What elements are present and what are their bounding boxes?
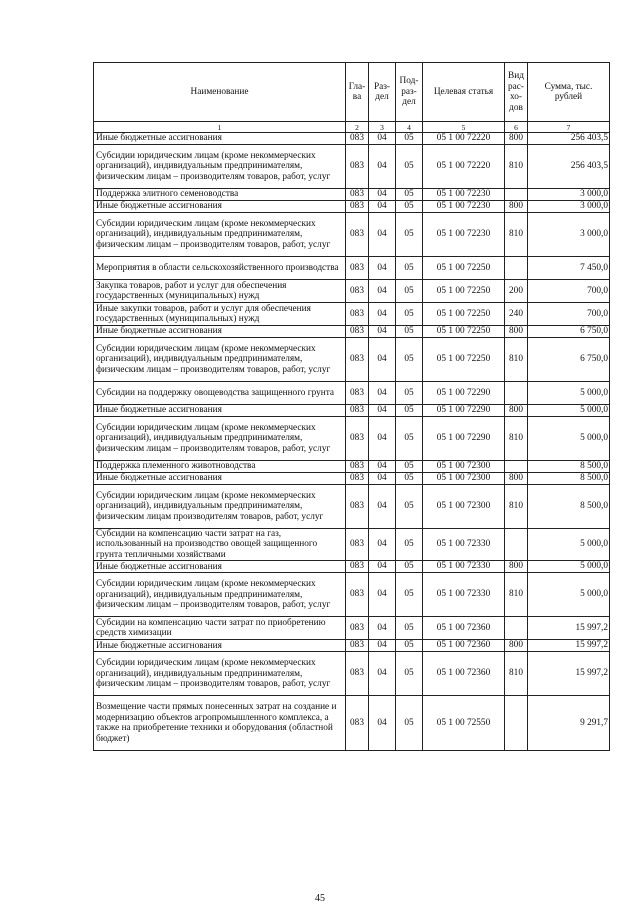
column-number: 2 <box>346 122 369 133</box>
table-row <box>94 303 610 326</box>
row-glava: 083 <box>346 382 369 405</box>
row-glava: 083 <box>346 326 369 338</box>
row-glava: 083 <box>346 405 369 417</box>
row-summa: 9 291,7 <box>528 696 610 751</box>
row-podrazdel: 05 <box>396 417 423 461</box>
table-row <box>94 201 610 213</box>
row-glava: 083 <box>346 561 369 573</box>
header-glava: Гла-ва <box>346 63 369 122</box>
table-row <box>94 696 610 751</box>
table-row <box>94 417 610 461</box>
row-name: Субсидии юридическим лицам (кроме некоммерческих организаций), индивидуальным предпринимателям, физическим лицам – производителям товаров, работ, услуг <box>94 338 346 382</box>
row-podrazdel: 05 <box>396 473 423 485</box>
row-glava: 083 <box>346 696 369 751</box>
row-name: Иные бюджетные ассигнования <box>94 473 346 485</box>
row-summa: 15 997,2 <box>528 617 610 640</box>
row-name: Субсидии на компенсацию части затрат на газ, использованный на производство овощей защищенного грунта тепличными хозяйствами <box>94 529 346 561</box>
row-podrazdel: 05 <box>396 326 423 338</box>
row-vid: 810 <box>505 338 528 382</box>
row-razdel: 04 <box>369 417 396 461</box>
row-glava: 083 <box>346 417 369 461</box>
table-row <box>94 617 610 640</box>
row-statya: 05 1 00 72250 <box>423 303 505 326</box>
row-razdel: 04 <box>369 617 396 640</box>
row-statya: 05 1 00 72330 <box>423 529 505 561</box>
header-statya: Целевая статья <box>423 63 505 122</box>
row-summa: 7 450,0 <box>528 257 610 280</box>
row-vid: 200 <box>505 280 528 303</box>
row-name: Субсидии на поддержку овощеводства защищенного грунта <box>94 382 346 405</box>
row-summa: 5 000,0 <box>528 573 610 617</box>
row-glava: 083 <box>346 133 369 145</box>
row-statya: 05 1 00 72220 <box>423 145 505 189</box>
row-vid <box>505 529 528 561</box>
row-razdel: 04 <box>369 280 396 303</box>
row-podrazdel: 05 <box>396 145 423 189</box>
budget-table-sheet <box>93 62 609 751</box>
row-statya: 05 1 00 72230 <box>423 189 505 201</box>
row-statya: 05 1 00 72360 <box>423 652 505 696</box>
row-summa: 8 500,0 <box>528 461 610 473</box>
row-glava: 083 <box>346 303 369 326</box>
row-vid: 800 <box>505 201 528 213</box>
row-podrazdel: 05 <box>396 213 423 257</box>
row-razdel: 04 <box>369 640 396 652</box>
table-row <box>94 145 610 189</box>
table-row <box>94 189 610 201</box>
row-glava: 083 <box>346 529 369 561</box>
row-razdel: 04 <box>369 338 396 382</box>
row-name: Иные бюджетные ассигнования <box>94 640 346 652</box>
row-podrazdel: 05 <box>396 652 423 696</box>
row-statya: 05 1 00 72250 <box>423 326 505 338</box>
row-glava: 083 <box>346 145 369 189</box>
row-glava: 083 <box>346 640 369 652</box>
table-row <box>94 640 610 652</box>
row-razdel: 04 <box>369 485 396 529</box>
row-vid: 810 <box>505 652 528 696</box>
table-row <box>94 280 610 303</box>
row-name: Иные закупки товаров, работ и услуг для обеспечения государственных (муниципальных) нужд <box>94 303 346 326</box>
row-podrazdel: 05 <box>396 405 423 417</box>
header-vid: Вид рас-хо-дов <box>505 63 528 122</box>
row-name: Иные бюджетные ассигнования <box>94 201 346 213</box>
row-statya: 05 1 00 72230 <box>423 201 505 213</box>
row-vid: 810 <box>505 417 528 461</box>
column-number: 7 <box>528 122 610 133</box>
row-summa: 256 403,5 <box>528 145 610 189</box>
row-vid: 810 <box>505 145 528 189</box>
row-name: Иные бюджетные ассигнования <box>94 405 346 417</box>
row-vid: 800 <box>505 405 528 417</box>
column-number: 1 <box>94 122 346 133</box>
row-name: Иные бюджетные ассигнования <box>94 133 346 145</box>
row-podrazdel: 05 <box>396 189 423 201</box>
row-vid <box>505 461 528 473</box>
page-number: 45 <box>315 893 325 904</box>
row-razdel: 04 <box>369 529 396 561</box>
row-vid: 810 <box>505 485 528 529</box>
row-name: Субсидии юридическим лицам (кроме некоммерческих организаций), индивидуальным предпринимателям, физическим лицам – производителям товаров, работ, услуг <box>94 573 346 617</box>
row-glava: 083 <box>346 213 369 257</box>
row-statya: 05 1 00 72290 <box>423 382 505 405</box>
table-row <box>94 382 610 405</box>
row-vid: 810 <box>505 213 528 257</box>
row-glava: 083 <box>346 652 369 696</box>
row-razdel: 04 <box>369 652 396 696</box>
row-statya: 05 1 00 72250 <box>423 257 505 280</box>
row-summa: 3 000,0 <box>528 189 610 201</box>
row-podrazdel: 05 <box>396 201 423 213</box>
row-name: Субсидии на компенсацию части затрат по приобретению средств химизации <box>94 617 346 640</box>
header-podrazdel: Под-раз-дел <box>396 63 423 122</box>
row-statya: 05 1 00 72300 <box>423 473 505 485</box>
row-summa: 256 403,5 <box>528 133 610 145</box>
row-statya: 05 1 00 72230 <box>423 213 505 257</box>
row-podrazdel: 05 <box>396 696 423 751</box>
row-name: Субсидии юридическим лицам (кроме некоммерческих организаций), индивидуальным предпринимателям, физическим лицам – производителям товаров, работ, услуг <box>94 145 346 189</box>
row-glava: 083 <box>346 573 369 617</box>
table-row <box>94 485 610 529</box>
row-razdel: 04 <box>369 257 396 280</box>
row-summa: 5 000,0 <box>528 561 610 573</box>
row-vid: 800 <box>505 133 528 145</box>
column-number: 6 <box>505 122 528 133</box>
row-vid: 810 <box>505 573 528 617</box>
row-statya: 05 1 00 72550 <box>423 696 505 751</box>
row-razdel: 04 <box>369 213 396 257</box>
row-summa: 15 997,2 <box>528 640 610 652</box>
row-statya: 05 1 00 72220 <box>423 133 505 145</box>
row-statya: 05 1 00 72290 <box>423 405 505 417</box>
column-number: 3 <box>369 122 396 133</box>
row-vid: 800 <box>505 640 528 652</box>
row-razdel: 04 <box>369 326 396 338</box>
row-summa: 6 750,0 <box>528 338 610 382</box>
header-row <box>94 63 610 122</box>
row-vid <box>505 189 528 201</box>
row-summa: 5 000,0 <box>528 405 610 417</box>
header-summa: Сумма, тыс. рублей <box>528 63 610 122</box>
table-row <box>94 338 610 382</box>
row-statya: 05 1 00 72300 <box>423 485 505 529</box>
row-name: Поддержка племенного животноводства <box>94 461 346 473</box>
row-vid <box>505 382 528 405</box>
table-body <box>94 133 610 751</box>
row-name: Субсидии юридическим лицам (кроме некоммерческих организаций), индивидуальным предпринимателям, физическим лицам – производителям товаров, работ, услуг <box>94 652 346 696</box>
row-podrazdel: 05 <box>396 485 423 529</box>
row-razdel: 04 <box>369 303 396 326</box>
row-razdel: 04 <box>369 189 396 201</box>
row-name: Субсидии юридическим лицам (кроме некоммерческих организаций), индивидуальным предпринимателям, физическим лицам производителям товаров, работ, услуг <box>94 485 346 529</box>
row-podrazdel: 05 <box>396 617 423 640</box>
row-razdel: 04 <box>369 461 396 473</box>
table-row <box>94 133 610 145</box>
row-vid: 800 <box>505 561 528 573</box>
row-razdel: 04 <box>369 561 396 573</box>
row-podrazdel: 05 <box>396 280 423 303</box>
row-statya: 05 1 00 72250 <box>423 280 505 303</box>
row-summa: 5 000,0 <box>528 417 610 461</box>
row-statya: 05 1 00 72330 <box>423 573 505 617</box>
table-row <box>94 529 610 561</box>
row-podrazdel: 05 <box>396 561 423 573</box>
row-vid <box>505 257 528 280</box>
column-number-row <box>94 122 610 133</box>
row-podrazdel: 05 <box>396 338 423 382</box>
row-razdel: 04 <box>369 145 396 189</box>
row-statya: 05 1 00 72360 <box>423 617 505 640</box>
row-podrazdel: 05 <box>396 573 423 617</box>
table-row <box>94 257 610 280</box>
row-summa: 3 000,0 <box>528 213 610 257</box>
row-name: Иные бюджетные ассигнования <box>94 326 346 338</box>
row-name: Поддержка элитного семеноводства <box>94 189 346 201</box>
table-row <box>94 573 610 617</box>
row-razdel: 04 <box>369 405 396 417</box>
row-vid <box>505 696 528 751</box>
row-name: Субсидии юридическим лицам (кроме некоммерческих организаций), индивидуальным предпринимателям, физическим лицам – производителям товаров, работ, услуг <box>94 417 346 461</box>
row-razdel: 04 <box>369 201 396 213</box>
row-podrazdel: 05 <box>396 640 423 652</box>
column-number: 5 <box>423 122 505 133</box>
row-podrazdel: 05 <box>396 303 423 326</box>
row-glava: 083 <box>346 201 369 213</box>
table-row <box>94 652 610 696</box>
row-name: Мероприятия в области сельскохозяйственного производства <box>94 257 346 280</box>
row-podrazdel: 05 <box>396 133 423 145</box>
table-row <box>94 473 610 485</box>
row-razdel: 04 <box>369 573 396 617</box>
row-summa: 5 000,0 <box>528 529 610 561</box>
row-glava: 083 <box>346 473 369 485</box>
row-vid <box>505 617 528 640</box>
row-glava: 083 <box>346 257 369 280</box>
row-summa: 700,0 <box>528 280 610 303</box>
row-glava: 083 <box>346 485 369 529</box>
row-glava: 083 <box>346 189 369 201</box>
row-statya: 05 1 00 72290 <box>423 417 505 461</box>
row-statya: 05 1 00 72250 <box>423 338 505 382</box>
row-vid: 800 <box>505 473 528 485</box>
row-summa: 3 000,0 <box>528 201 610 213</box>
row-glava: 083 <box>346 280 369 303</box>
row-statya: 05 1 00 72360 <box>423 640 505 652</box>
row-statya: 05 1 00 72300 <box>423 461 505 473</box>
row-vid: 800 <box>505 326 528 338</box>
row-podrazdel: 05 <box>396 461 423 473</box>
row-statya: 05 1 00 72330 <box>423 561 505 573</box>
table-row <box>94 405 610 417</box>
row-summa: 6 750,0 <box>528 326 610 338</box>
table-row <box>94 461 610 473</box>
column-number: 4 <box>396 122 423 133</box>
budget-table <box>93 62 610 751</box>
header-name: Наименование <box>94 63 346 122</box>
row-summa: 5 000,0 <box>528 382 610 405</box>
table-row <box>94 326 610 338</box>
row-summa: 15 997,2 <box>528 652 610 696</box>
row-razdel: 04 <box>369 382 396 405</box>
row-name: Иные бюджетные ассигнования <box>94 561 346 573</box>
row-summa: 8 500,0 <box>528 485 610 529</box>
row-razdel: 04 <box>369 133 396 145</box>
row-name: Возмещение части прямых понесенных затрат на создание и модернизацию объектов агропромышленного комплекса, а также на приобретение техники и оборудования (областной бюджет) <box>94 696 346 751</box>
table-row <box>94 561 610 573</box>
row-vid: 240 <box>505 303 528 326</box>
row-name: Закупка товаров, работ и услуг для обеспечения государственных (муниципальных) нужд <box>94 280 346 303</box>
row-summa: 700,0 <box>528 303 610 326</box>
row-podrazdel: 05 <box>396 257 423 280</box>
row-razdel: 04 <box>369 473 396 485</box>
row-name: Субсидии юридическим лицам (кроме некоммерческих организаций), индивидуальным предпринимателям, физическим лицам – производителям товаров, работ, услуг <box>94 213 346 257</box>
row-summa: 8 500,0 <box>528 473 610 485</box>
row-glava: 083 <box>346 338 369 382</box>
row-podrazdel: 05 <box>396 529 423 561</box>
row-glava: 083 <box>346 617 369 640</box>
row-podrazdel: 05 <box>396 382 423 405</box>
row-razdel: 04 <box>369 696 396 751</box>
row-glava: 083 <box>346 461 369 473</box>
table-row <box>94 213 610 257</box>
header-razdel: Раз-дел <box>369 63 396 122</box>
